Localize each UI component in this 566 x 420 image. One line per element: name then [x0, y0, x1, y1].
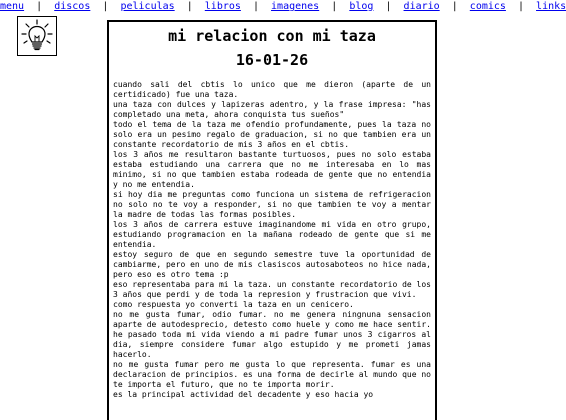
nav-link-comics[interactable]: comics: [469, 1, 506, 12]
nav-link-links[interactable]: links: [536, 1, 566, 12]
nav-separator: |: [246, 1, 265, 12]
article-paragraph: cuando sali del cbtis lo unico que me dieron (aparte de un certidicado) fue una taza.: [113, 80, 431, 99]
nav-link-discos[interactable]: discos: [54, 1, 91, 12]
article-body: [113, 80, 431, 400]
nav-link-peliculas[interactable]: peliculas: [120, 1, 175, 12]
article-paragraph: estoy seguro de que en segundo semestre tuve la oportunidad de cambiarme, pero en uno de mis clasiscos autosaboteos no hice nada, pero eso es otro tema :p: [113, 250, 431, 279]
article-paragraph: si hoy dia me preguntas como funciona un sistema de refrigeracion no solo no te voy a responder, si no que tambien te voy a mentar la madre de todas las formas posibles.: [113, 190, 431, 219]
nav-link-diario[interactable]: diario: [403, 1, 440, 12]
article-paragraph: como respuesta yo converti la taza en un cenicero.: [113, 300, 354, 309]
top-navigation: [0, 0, 566, 14]
article-paragraph: es la principal actividad del decadente y eso hacia yo: [113, 390, 374, 399]
article-date: 16-01-26: [235, 51, 309, 69]
article-paragraph: no me gusta fumar pero me gusta lo que representa. fumar es una declaracion de principios. es una forma de decirle al mundo que no te importa el futuro, que no te importa morir.: [113, 360, 431, 389]
nav-link-libros[interactable]: libros: [204, 1, 241, 12]
nav-link-blog[interactable]: blog: [349, 1, 374, 12]
article-paragraph: eso representaba para mi la taza. un constante recordatorio de los 3 años que perdi y de toda la represion y frustracion que vivi.: [113, 280, 431, 299]
nav-separator: |: [511, 1, 531, 12]
article-panel: [107, 20, 437, 420]
site-logo[interactable]: [17, 16, 57, 56]
nav-separator: |: [445, 1, 464, 12]
article-paragraph: no me gusta fumar, odio fumar. no me genera ningnuna sensacion aparte de autodesprecio, detesto como huele y como me hace sentir. he pasado toda mi vida viendo a mi padre fumar unos 3 cigarros al dia, siempre considere fumar algo estupido y me prometi jamas hacerlo.: [113, 310, 431, 359]
article-paragraph: los 3 años me resultaron bastante turtuosos, pues no solo estaba estaba estudiando una carrera que no me interesaba en lo mas minimo, si no que tambien estaba rodeada de gente que no entendia y no me entendia.: [113, 150, 431, 189]
nav-separator: |: [379, 1, 398, 12]
nav-separator: |: [180, 1, 199, 12]
lightbulb-icon: [18, 17, 56, 55]
nav-separator: |: [325, 1, 344, 12]
nav-separator: |: [30, 1, 49, 12]
article-paragraph: todo el tema de la taza me ofendio profundamente, pues la taza no solo era un pesimo regalo de graduacion, si no que tambien era un constante recordatorio de mis 3 años en el cbtis.: [113, 120, 431, 149]
article-paragraph: los 3 años de carrera estuve imaginandome mi vida en otro grupo, estudiando programacion en la mañana rodeado de gente que si me entendia.: [113, 220, 431, 249]
nav-link-imagenes[interactable]: imagenes: [271, 1, 320, 12]
article-title: mi relacion con mi taza: [168, 27, 376, 45]
nav-separator: |: [96, 1, 115, 12]
nav-link-menu[interactable]: menu: [0, 1, 25, 12]
article-paragraph: una taza con dulces y lapizeras adentro, y la frase impresa: "has completado una meta, ahora conquista tus sueños": [113, 100, 431, 119]
